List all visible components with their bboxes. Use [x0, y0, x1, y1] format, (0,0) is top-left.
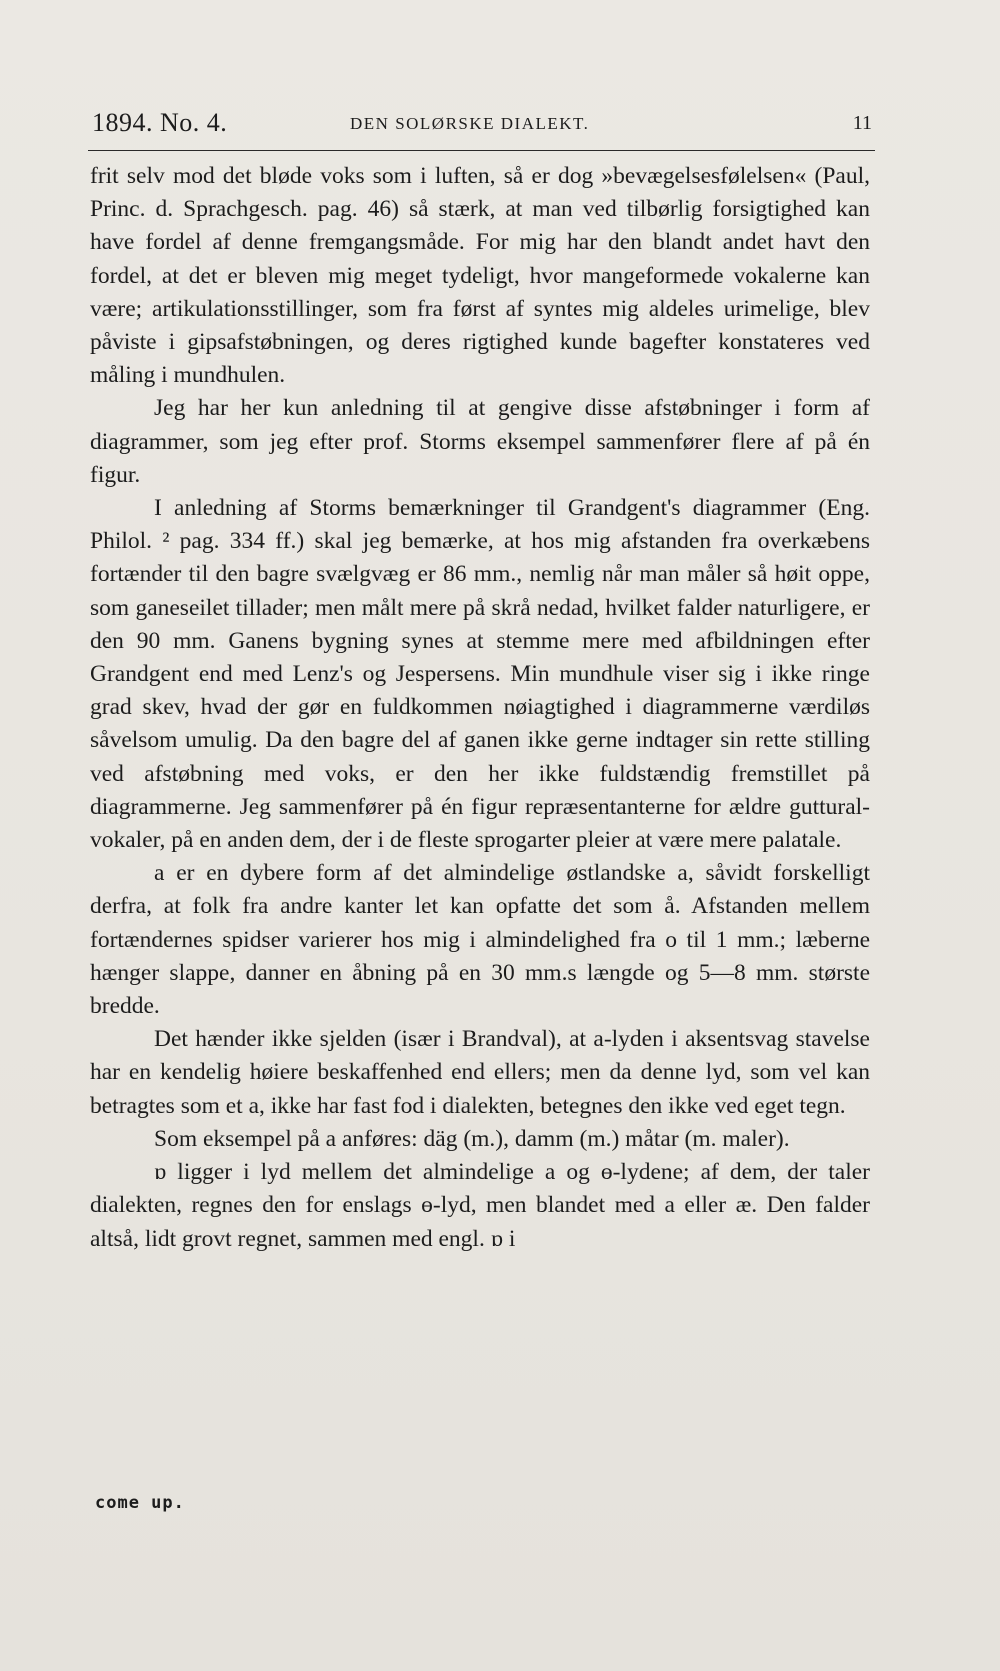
paragraph: Det hænder ikke sjelden (især i Brandval), at a-lyden i aksentsvag stavelse har en kendelig høiere beskaffenhed end ellers; men da denne lyd, som vel kan betragtes som et a, ikke har fast fod i dialekten, betegnes den ikke ved eget tegn. [90, 1026, 870, 1119]
paragraph: Jeg har her kun anledning til at gengive disse afstøbninger i form af diagrammer, som jeg efter prof. Storms eksempel sammenfører flere af på én figur. [90, 395, 870, 488]
header-title: DEN SOLØRSKE DIALEKT. [350, 114, 590, 133]
running-header [92, 108, 872, 140]
paragraph: Som eksempel på a anføres: däg (m.), damm (m.) måtar (m. maler). [154, 1125, 790, 1152]
body-text [90, 160, 870, 1256]
paragraph: a er en dybere form af det almindelige østlandske a, såvidt forskelligt derfra, at folk fra andre kanter let kan opfatte det som å. Afstanden mellem fortændernes spidser varierer hos mig i almindelighed fra o til 1 mm.; læberne hænger slappe, danner en åbning på en 30 mm.s længde og 5—8 mm. største bredde. [90, 860, 870, 1020]
footer-phrase: come up. [95, 1493, 185, 1513]
page-number: 11 [852, 112, 872, 134]
paragraph: I anledning af Storms bemærkninger til Grandgent's diagrammer (Eng. Philol. ² pag. 334 ff.) skal jeg bemærke, at hos mig afstanden fra overkæbens fortænder til den bagre svælgvæg er 86 mm., nemlig når man måler så høit oppe, som ganeseilet tillader; men målt mere på skrå nedad, hvilket falder naturligere, er den 90 mm. Ganens bygning synes at stemme mere med afbildningen efter Grandgent end med Lenz's og Jespersens. Min mundhule viser sig i ikke ringe grad skev, hvad der gør en fuldkommen nøiagtighed i diagrammerne værdiløs såvelsom umulig. Da den bagre del af ganen ikke gerne indtager sin rette stilling ved afstøbning med voks, er den her ikke fuldstændig fremstillet på diagrammerne. Jeg sammenfører på én figur repræsentanterne for ældre guttural-vokaler, på en anden dem, der i de fleste sprogarter pleier at være mere palatale. [90, 495, 870, 854]
paragraph: ɒ ligger i lyd mellem det almindelige a og ɵ-lydene; af dem, der taler dialekten, regnes den for enslags ɵ-lyd, men blandet med a eller æ. Den falder altså, lidt grovt regnet, sammen med engl. ɒ i [90, 1159, 870, 1252]
paragraph: frit selv mod det bløde voks som i luften, så er dog »bevægelsesfølelsen« (Paul, Princ. d. Sprachgesch. pag. 46) så stærk, at man ved tilbørlig forsigtighed kan have fordel af denne fremgangsmåde. For mig har den blandt andet havt den fordel, at det er bleven mig meget tydeligt, hvor mangeformede vokalerne kan være; artikulationsstillinger, som fra først af syntes mig aldeles urimelige, blev påviste i gipsafstøbningen, og deres rigtighed kunde bagefter konstateres ved måling i mundhulen. [90, 163, 870, 389]
header-rule [88, 150, 875, 151]
header-year-issue: 1894. No. 4. [92, 108, 228, 137]
